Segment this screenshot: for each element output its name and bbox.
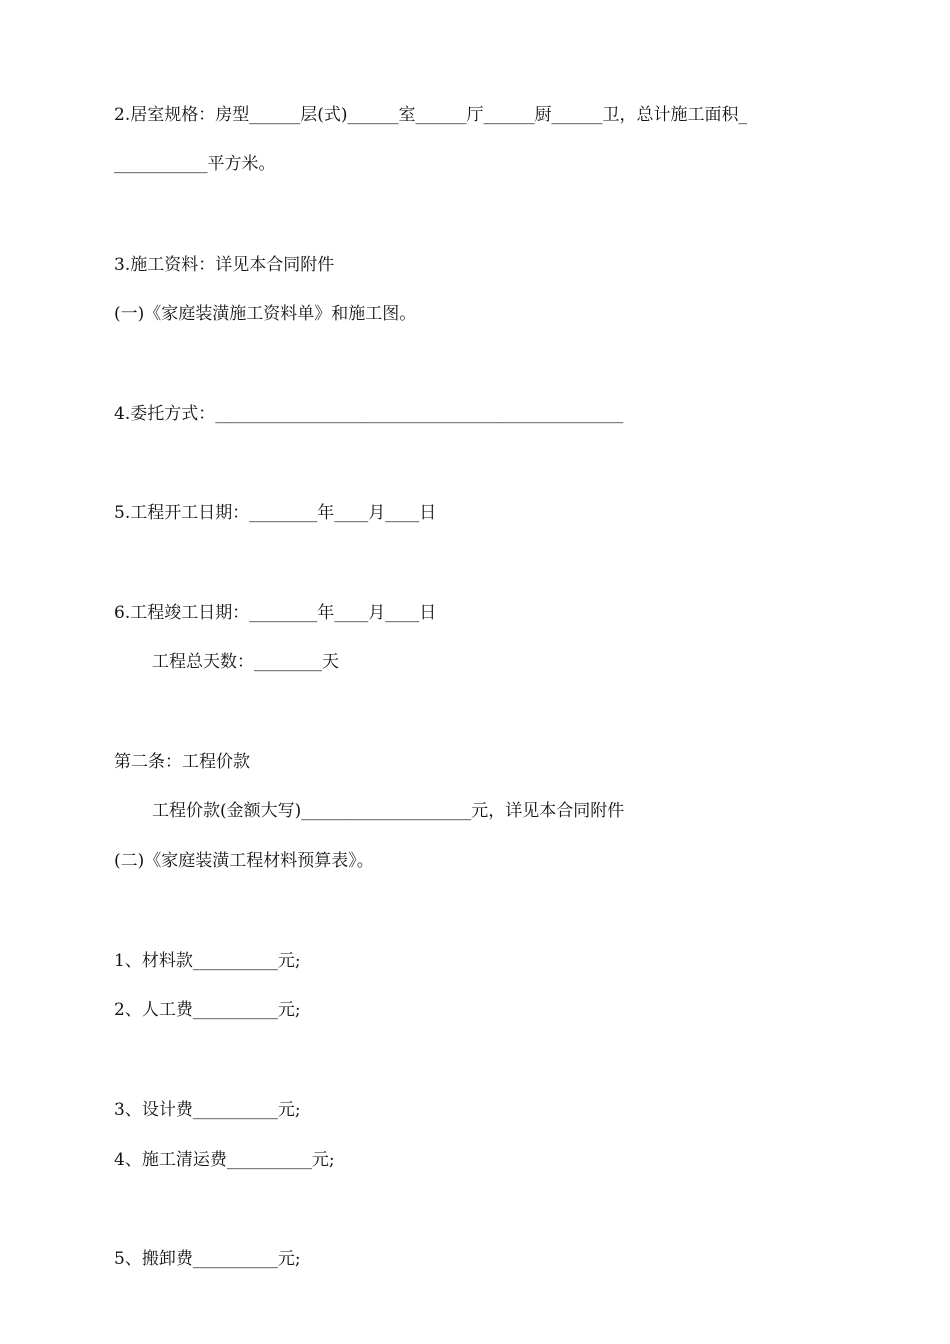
handling-fee-line: 5、搬卸费__________元; bbox=[114, 1249, 301, 1269]
article-two-heading: 第二条：工程价款 bbox=[114, 752, 250, 772]
total-days-line: 工程总天数：________天 bbox=[152, 652, 339, 672]
room-spec-line: 2.居室规格：房型______层(式)______室______厅______厨______卫，总计施工面积_ bbox=[114, 105, 747, 125]
attachment-one-line: (一)《家庭装潢施工资料单》和施工图。 bbox=[114, 304, 417, 324]
start-date-line: 5.工程开工日期：________年____月____日 bbox=[114, 503, 437, 523]
labor-cost-line: 2、人工费__________元; bbox=[114, 1000, 301, 1020]
material-cost-line: 1、材料款__________元; bbox=[114, 951, 301, 971]
design-fee-line: 3、设计费__________元; bbox=[114, 1100, 301, 1120]
completion-date-line: 6.工程竣工日期：________年____月____日 bbox=[114, 603, 437, 623]
attachment-two-line: (二)《家庭装潢工程材料预算表》。 bbox=[114, 851, 374, 871]
project-price-line: 工程价款(金额大写)____________________元，详见本合同附件 bbox=[152, 801, 625, 821]
commission-method-line: 4.委托方式：________________________________________________ bbox=[114, 404, 624, 424]
construction-materials-line: 3.施工资料：详见本合同附件 bbox=[114, 255, 335, 275]
cleanup-fee-line: 4、施工清运费__________元; bbox=[114, 1150, 335, 1170]
room-spec-area-line: ___________平方米。 bbox=[114, 154, 276, 174]
